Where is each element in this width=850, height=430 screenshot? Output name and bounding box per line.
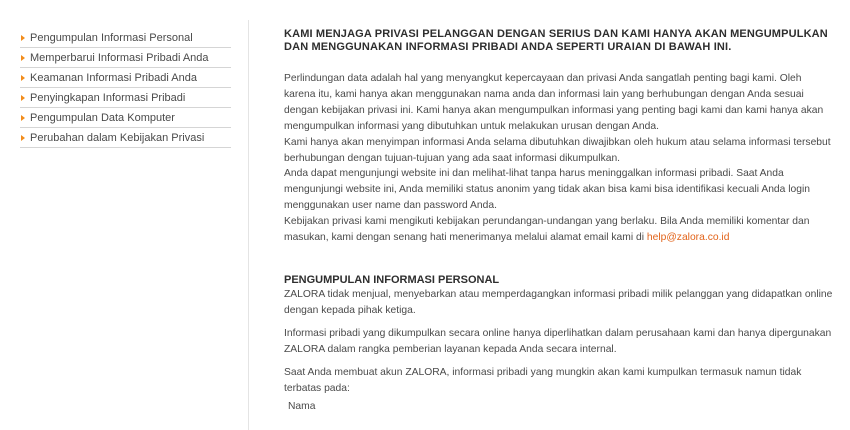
sidebar-item-label: Penyingkapan Informasi Pribadi: [30, 91, 186, 104]
chevron-right-icon: [21, 115, 25, 121]
contact-text: Kebijakan privasi kami mengikuti kebijakan perundangan-undangan yang berlaku. Bila Anda memiliki komentar dan masukan, kami dengan senang hati menerimanya melalui alamat email kami di: [284, 216, 810, 244]
sidebar-item-pengumpulan-data-komputer[interactable]: [20, 108, 231, 128]
section-paragraph: Informasi pribadi yang dikumpulkan secara online hanya diperlihatkan dalam perusahaan kami dan hanya dipergunakan ZALORA dalam rangka pemberian layanan kepada Anda secara internal.: [284, 327, 832, 355]
section-paragraph: Saat Anda membuat akun ZALORA, informasi pribadi yang mungkin akan kami kumpulkan termasuk namun tidak terbatas pada:: [284, 366, 802, 394]
sidebar-item-penyingkapan-informasi[interactable]: [20, 88, 231, 108]
chevron-right-icon: [21, 35, 25, 41]
sidebar-item-label: Pengumpulan Data Komputer: [30, 111, 175, 124]
chevron-right-icon: [21, 55, 25, 61]
main-content: [284, 28, 834, 414]
list-item: Nama: [288, 401, 316, 413]
column-divider: [248, 20, 249, 430]
intro-title: KAMI MENJAGA PRIVASI PELANGGAN DENGAN SERIUS DAN KAMI HANYA AKAN MENGUMPULKAN DAN MENGGUNAKAN INFORMASI PRIBADI ANDA SEPERTI URAIAN DI BAWAH INI.: [284, 28, 828, 53]
chevron-right-icon: [21, 95, 25, 101]
sidebar-item-label: Memperbarui Informasi Pribadi Anda: [30, 51, 209, 64]
intro-body: [284, 71, 834, 246]
section-paragraph: ZALORA tidak menjual, menyebarkan atau memperdagangkan informasi pribadi milik pelanggan yang didapatkan online dengan kepada pihak ketiga.: [284, 288, 833, 316]
sidebar-item-pengumpulan-informasi-personal[interactable]: [20, 28, 231, 48]
intro-paragraph: Perlindungan data adalah hal yang menyangkut kepercayaan dan privasi Anda sangatlah penting bagi kami. Oleh karena itu, kami hanya akan menggunakan nama anda dan informasi lain yang berhubungan dengan Anda sesuai dengan kebijakan privasi ini. Kami hanya akan mengumpulkan informasi yang penting bagi kami dan kami hanya akan mengumpulkan informasi yang dibutuhkan untuk melakukan urusan dengan Anda.: [284, 73, 824, 132]
sidebar-item-memperbarui-informasi[interactable]: [20, 48, 231, 68]
sidebar-item-label: Pengumpulan Informasi Personal: [30, 31, 193, 44]
chevron-right-icon: [21, 75, 25, 81]
email-link[interactable]: help@zalora.co.id: [646, 232, 730, 244]
sidebar-nav: [20, 28, 231, 148]
section-title: PENGUMPULAN INFORMASI PERSONAL: [284, 273, 500, 286]
intro-paragraph: Anda dapat mengunjungi website ini dan melihat-lihat tanpa harus meninggalkan informasi pribadi. Saat Anda mengunjungi website ini, Anda memiliki status anonim yang tidak akan bisa kami bisa identifikasi kecuali Anda login menggunakan user name dan password Anda.: [284, 168, 811, 212]
chevron-right-icon: [21, 135, 25, 141]
sidebar-item-label: Perubahan dalam Kebijakan Privasi: [30, 131, 205, 144]
intro-paragraph: Kami hanya akan menyimpan informasi Anda selama dibutuhkan diwajibkan oleh hukum atau selama informasi tersebut berhubungan dengan tujuan-tujuan yang ada saat informasi dikumpulkan.: [284, 136, 831, 164]
sidebar-item-keamanan-informasi[interactable]: [20, 68, 231, 88]
sidebar-item-label: Keamanan Informasi Pribadi Anda: [30, 71, 197, 84]
sidebar-item-perubahan-kebijakan[interactable]: [20, 128, 231, 148]
intro-paragraph-contact: [284, 214, 834, 246]
